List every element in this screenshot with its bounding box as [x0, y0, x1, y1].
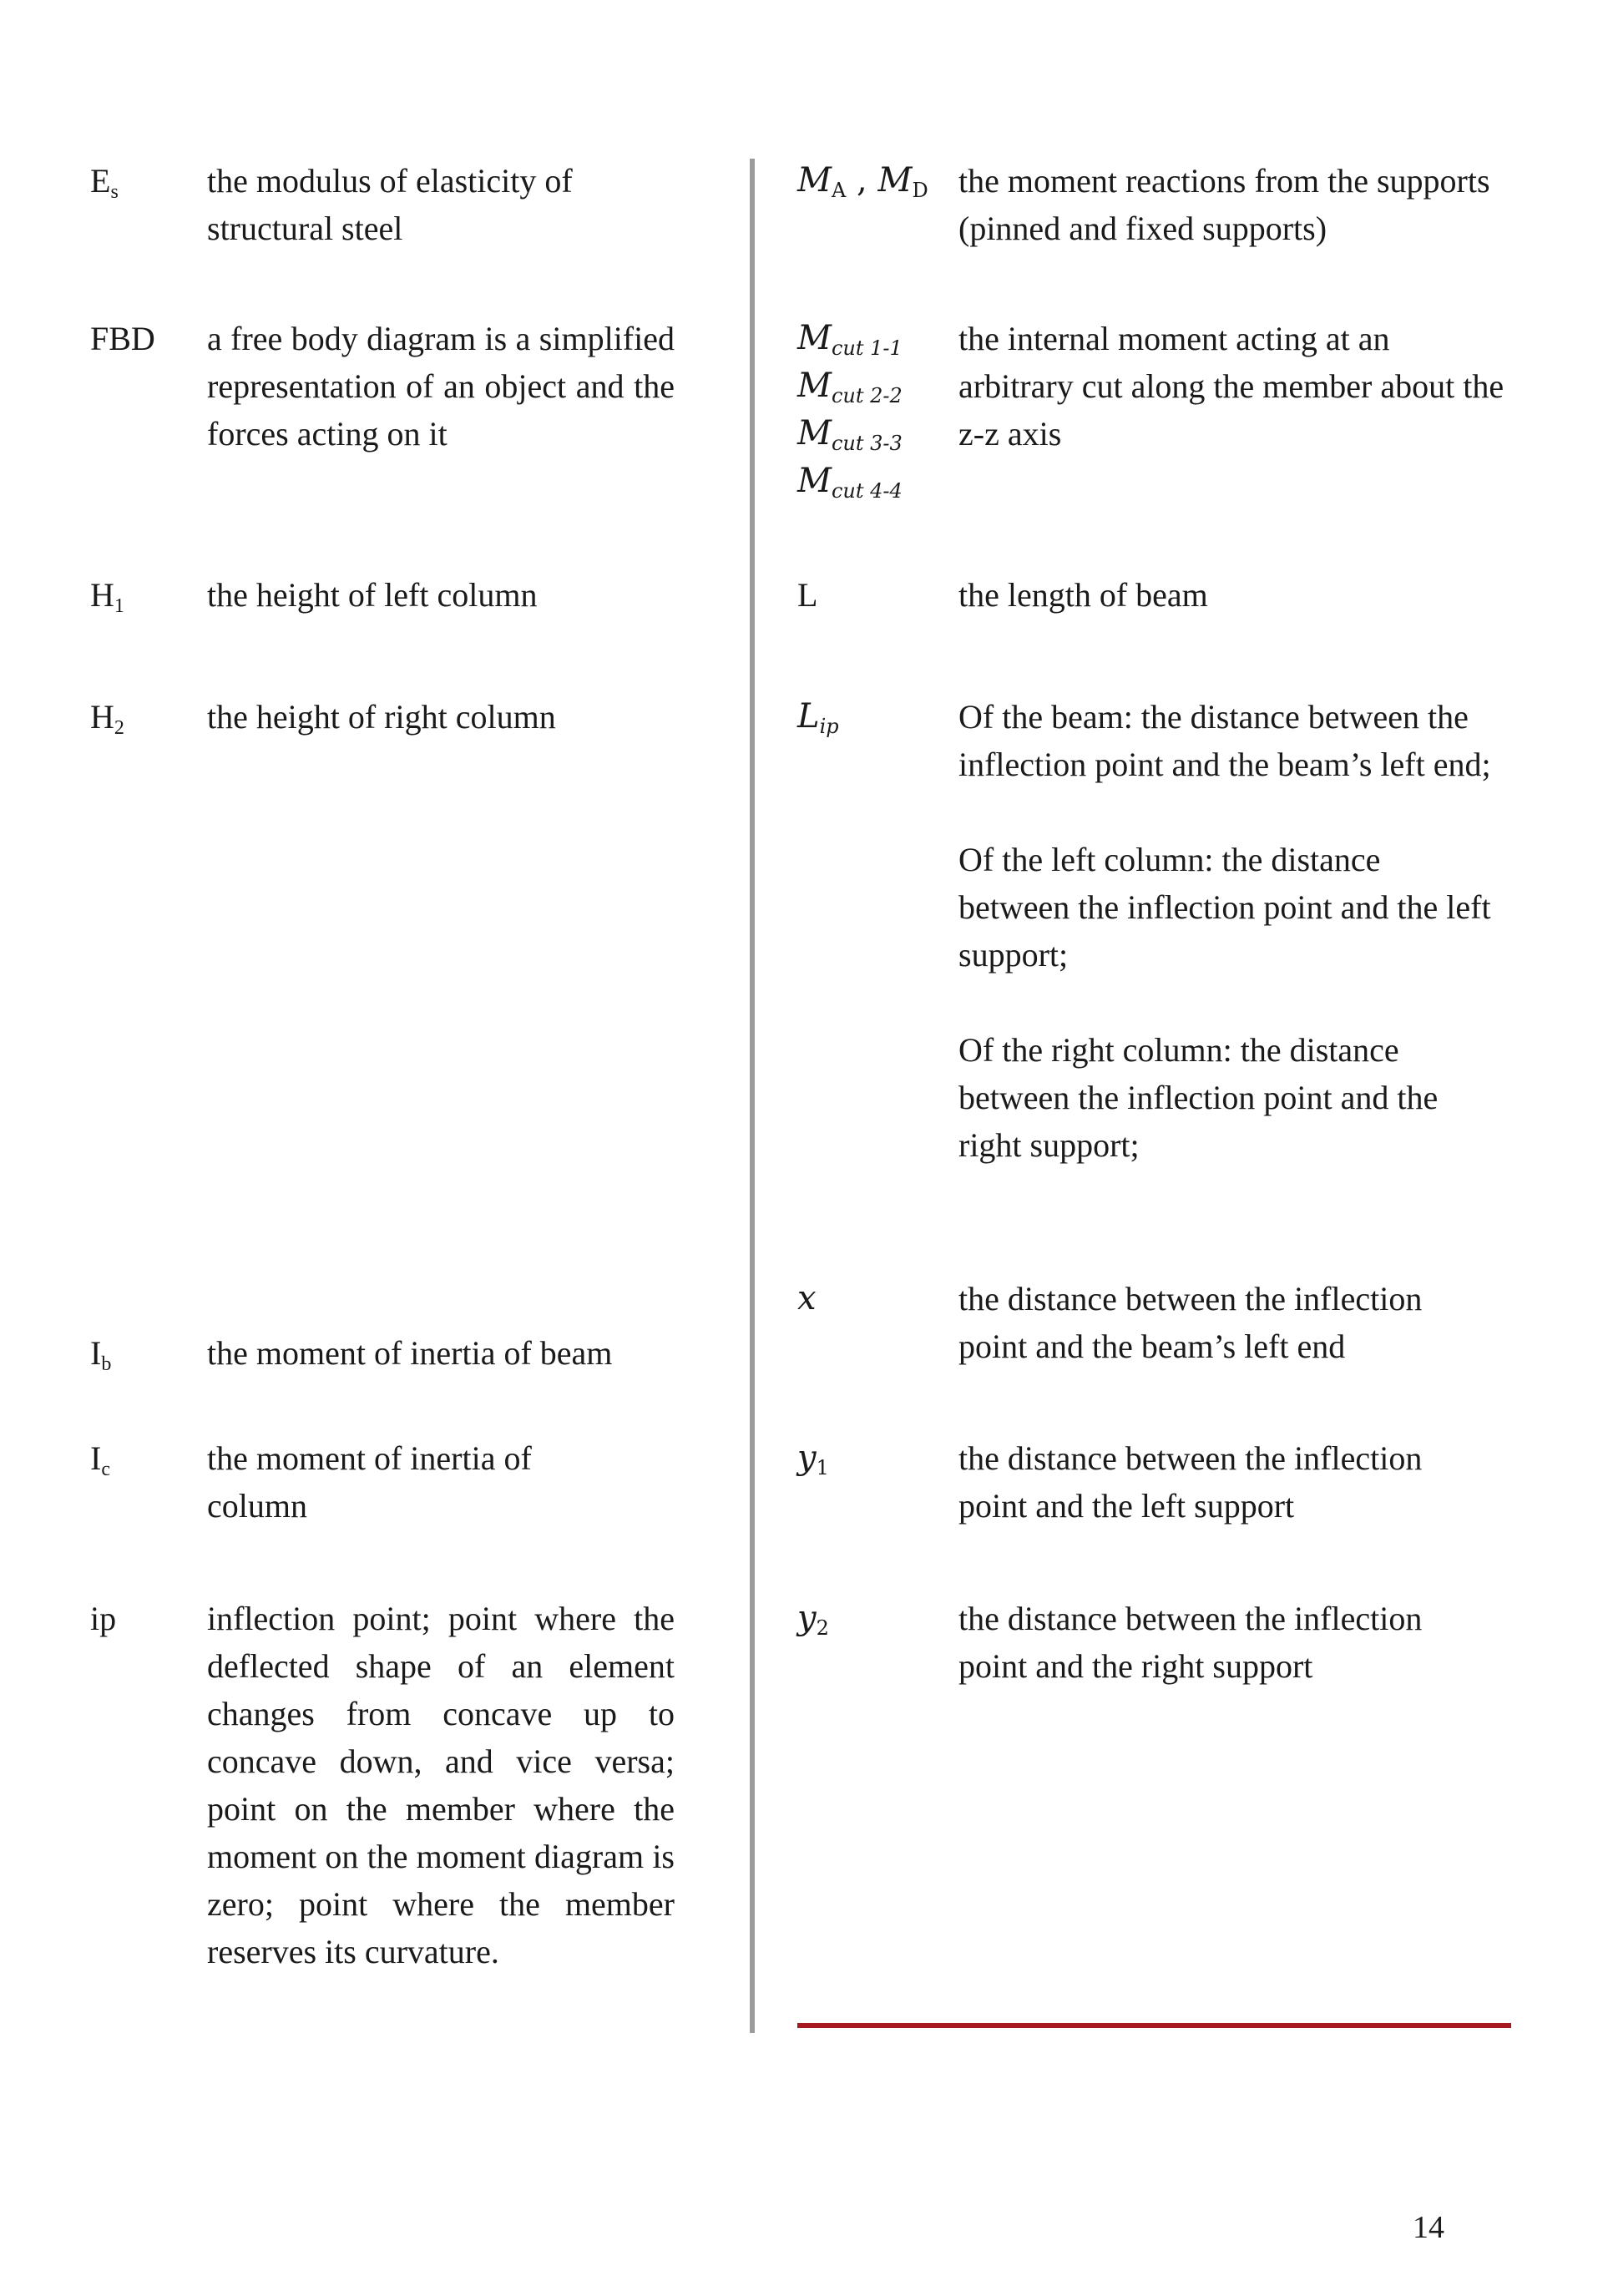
- symbol-y1: $y_1$: [797, 1439, 829, 1480]
- section-end-rule: [797, 2023, 1511, 2028]
- desc-lip-left-column: Of the left column: the distance between the inflection point and the left support;: [958, 841, 1491, 974]
- desc-lip-right-column: Of the right column: the distance between the inflection point and the right support;: [958, 1031, 1439, 1164]
- desc-ip: inflection point; point where the deflected shape of an element changes from concave up to concave down, and vice versa; point on the member where the moment on the moment diagram is zero; point where the member reserves its curvature.: [207, 1600, 675, 1970]
- desc-ib: the moment of inertia of beam: [207, 1334, 613, 1372]
- desc-ma-md: the moment reactions from the supports (pinned and fixed supports): [958, 162, 1490, 247]
- desc-l: the length of beam: [958, 576, 1208, 614]
- desc-mcut: the internal moment acting at an arbitrary cut along the member about the z-z axis: [958, 320, 1504, 453]
- symbol-fbd: FBD: [90, 320, 155, 357]
- desc-y2: the distance between the inflection point and the right support: [958, 1600, 1423, 1685]
- symbol-lip: $L_{ip}$: [797, 697, 839, 739]
- symbol-mcut-1-1: $M_{cut 1-1}$: [797, 319, 903, 361]
- symbol-ib: $I_b$: [90, 1334, 112, 1376]
- desc-lip: [958, 693, 1493, 1169]
- desc-fbd: a free body diagram is a simplified representation of an object and the forces acting on it: [207, 320, 675, 453]
- desc-x: the distance between the inflection point and the beam’s left end: [958, 1280, 1423, 1365]
- symbol-y2: $y_2$: [797, 1599, 829, 1641]
- column-divider: [750, 159, 755, 2033]
- desc-h2: the height of right column: [207, 698, 556, 736]
- symbol-es: $E_s$: [90, 162, 119, 204]
- symbol-mcut-2-2: $M_{cut 2-2}$: [797, 367, 903, 408]
- symbol-h2: $H_2$: [90, 698, 124, 740]
- desc-ic: the moment of inertia of column: [207, 1439, 532, 1525]
- desc-lip-beam: Of the beam: the distance between the inflection point and the beam’s left end;: [958, 698, 1491, 783]
- symbol-ip: ip: [90, 1600, 117, 1637]
- symbol-ic: $I_c$: [90, 1439, 110, 1481]
- symbol-mcut-list: [797, 315, 903, 505]
- symbol-l: L: [797, 576, 818, 614]
- desc-y1: the distance between the inflection point and the left support: [958, 1439, 1423, 1525]
- symbol-mcut-4-4: $M_{cut 4-4}$: [797, 462, 903, 503]
- symbol-x: x: [797, 1279, 817, 1317]
- symbol-h1: $H_1$: [90, 576, 124, 618]
- desc-h1: the height of left column: [207, 576, 538, 614]
- page-number: 14: [1413, 2210, 1444, 2245]
- symbol-ma-md: $M_A$ , $M_D$: [797, 161, 928, 203]
- symbol-mcut-3-3: $M_{cut 3-3}$: [797, 414, 903, 456]
- desc-es: the modulus of elasticity of structural steel: [207, 162, 573, 247]
